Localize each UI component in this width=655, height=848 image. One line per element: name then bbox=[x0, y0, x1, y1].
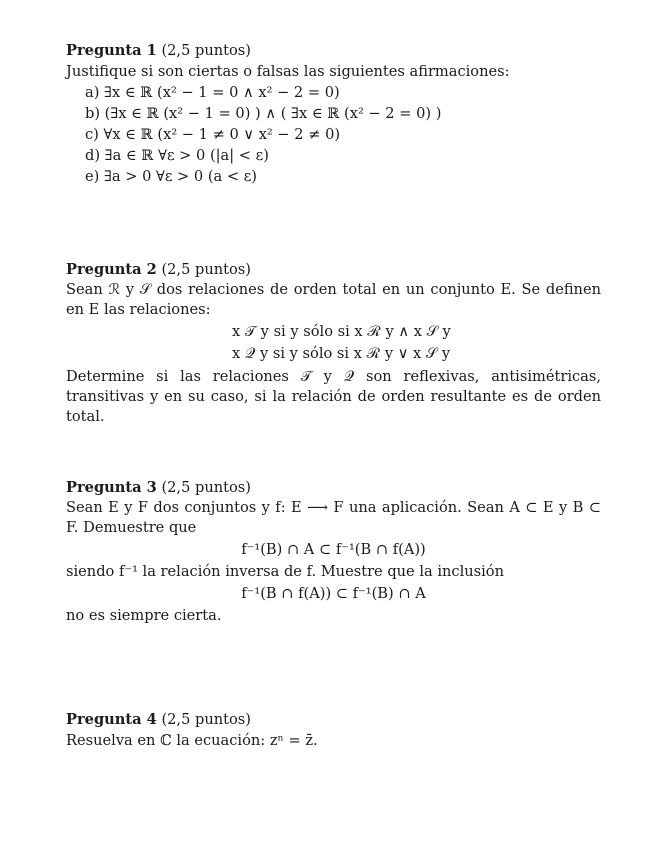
question-2-title: Pregunta 2 bbox=[66, 261, 157, 278]
question-2-intro: Sean ℛ y 𝒮 dos relaciones de orden total en un conjunto E. Se definen en E las relaciones: bbox=[66, 281, 601, 318]
relation-T-definition: x 𝒯 y si y sólo si x ℛ y ∧ x 𝒮 y bbox=[232, 323, 451, 340]
question-1-item-a: a) ∃x ∈ ℝ (x² − 1 = 0 ∧ x² − 2 = 0) bbox=[85, 84, 340, 101]
question-2-outro: Determine si las relaciones 𝒯 y 𝒬 son reflexivas, antisimétricas, transitivas y en su caso, si la relación de orden resultante es de orden total. bbox=[66, 368, 601, 425]
question-4 bbox=[66, 709, 601, 751]
question-3-intro: Sean E y F dos conjuntos y f: E ⟶ F una aplicación. Sean A ⊂ E y B ⊂ F. Demuestre que bbox=[66, 499, 601, 536]
question-3 bbox=[66, 477, 601, 626]
relation-Q-definition: x 𝒬 y si y sólo si x ℛ y ∨ x 𝒮 y bbox=[232, 345, 451, 362]
question-4-points: (2,5 puntos) bbox=[161, 711, 251, 728]
question-1-points: (2,5 puntos) bbox=[161, 42, 251, 59]
question-4-header bbox=[66, 709, 601, 730]
question-4-title: Pregunta 4 bbox=[66, 711, 157, 728]
question-1-items bbox=[66, 82, 601, 187]
question-1 bbox=[66, 40, 601, 187]
question-1-item-b: b) (∃x ∈ ℝ (x² − 1 = 0) ) ∧ ( ∃x ∈ ℝ (x² − 2 = 0) ) bbox=[85, 105, 442, 122]
question-1-intro: Justifique si son ciertas o falsas las siguientes afirmaciones: bbox=[66, 63, 510, 80]
question-2 bbox=[66, 259, 601, 427]
question-1-item-e: e) ∃a > 0 ∀ε > 0 (a < ε) bbox=[85, 168, 257, 185]
question-3-title: Pregunta 3 bbox=[66, 479, 157, 496]
question-3-outro: no es siempre cierta. bbox=[66, 607, 222, 624]
question-3-formula-2: f⁻¹(B ∩ f(A)) ⊂ f⁻¹(B) ∩ A bbox=[241, 585, 426, 602]
question-2-points: (2,5 puntos) bbox=[161, 261, 251, 278]
question-1-item-d: d) ∃a ∈ ℝ ∀ε > 0 (|a| < ε) bbox=[85, 147, 269, 164]
question-2-header bbox=[66, 259, 601, 280]
question-3-formula-1: f⁻¹(B) ∩ A ⊂ f⁻¹(B ∩ f(A)) bbox=[241, 541, 426, 558]
question-3-middle: siendo f⁻¹ la relación inversa de f. Muestre que la inclusión bbox=[66, 563, 504, 580]
question-1-header bbox=[66, 40, 601, 61]
question-3-header bbox=[66, 477, 601, 498]
question-2-definitions bbox=[66, 321, 601, 365]
question-4-text: Resuelva en ℂ la ecuación: zⁿ = z̄. bbox=[66, 732, 318, 749]
question-3-points: (2,5 puntos) bbox=[161, 479, 251, 496]
question-1-title: Pregunta 1 bbox=[66, 42, 157, 59]
question-1-item-c: c) ∀x ∈ ℝ (x² − 1 ≠ 0 ∨ x² − 2 ≠ 0) bbox=[85, 126, 341, 143]
